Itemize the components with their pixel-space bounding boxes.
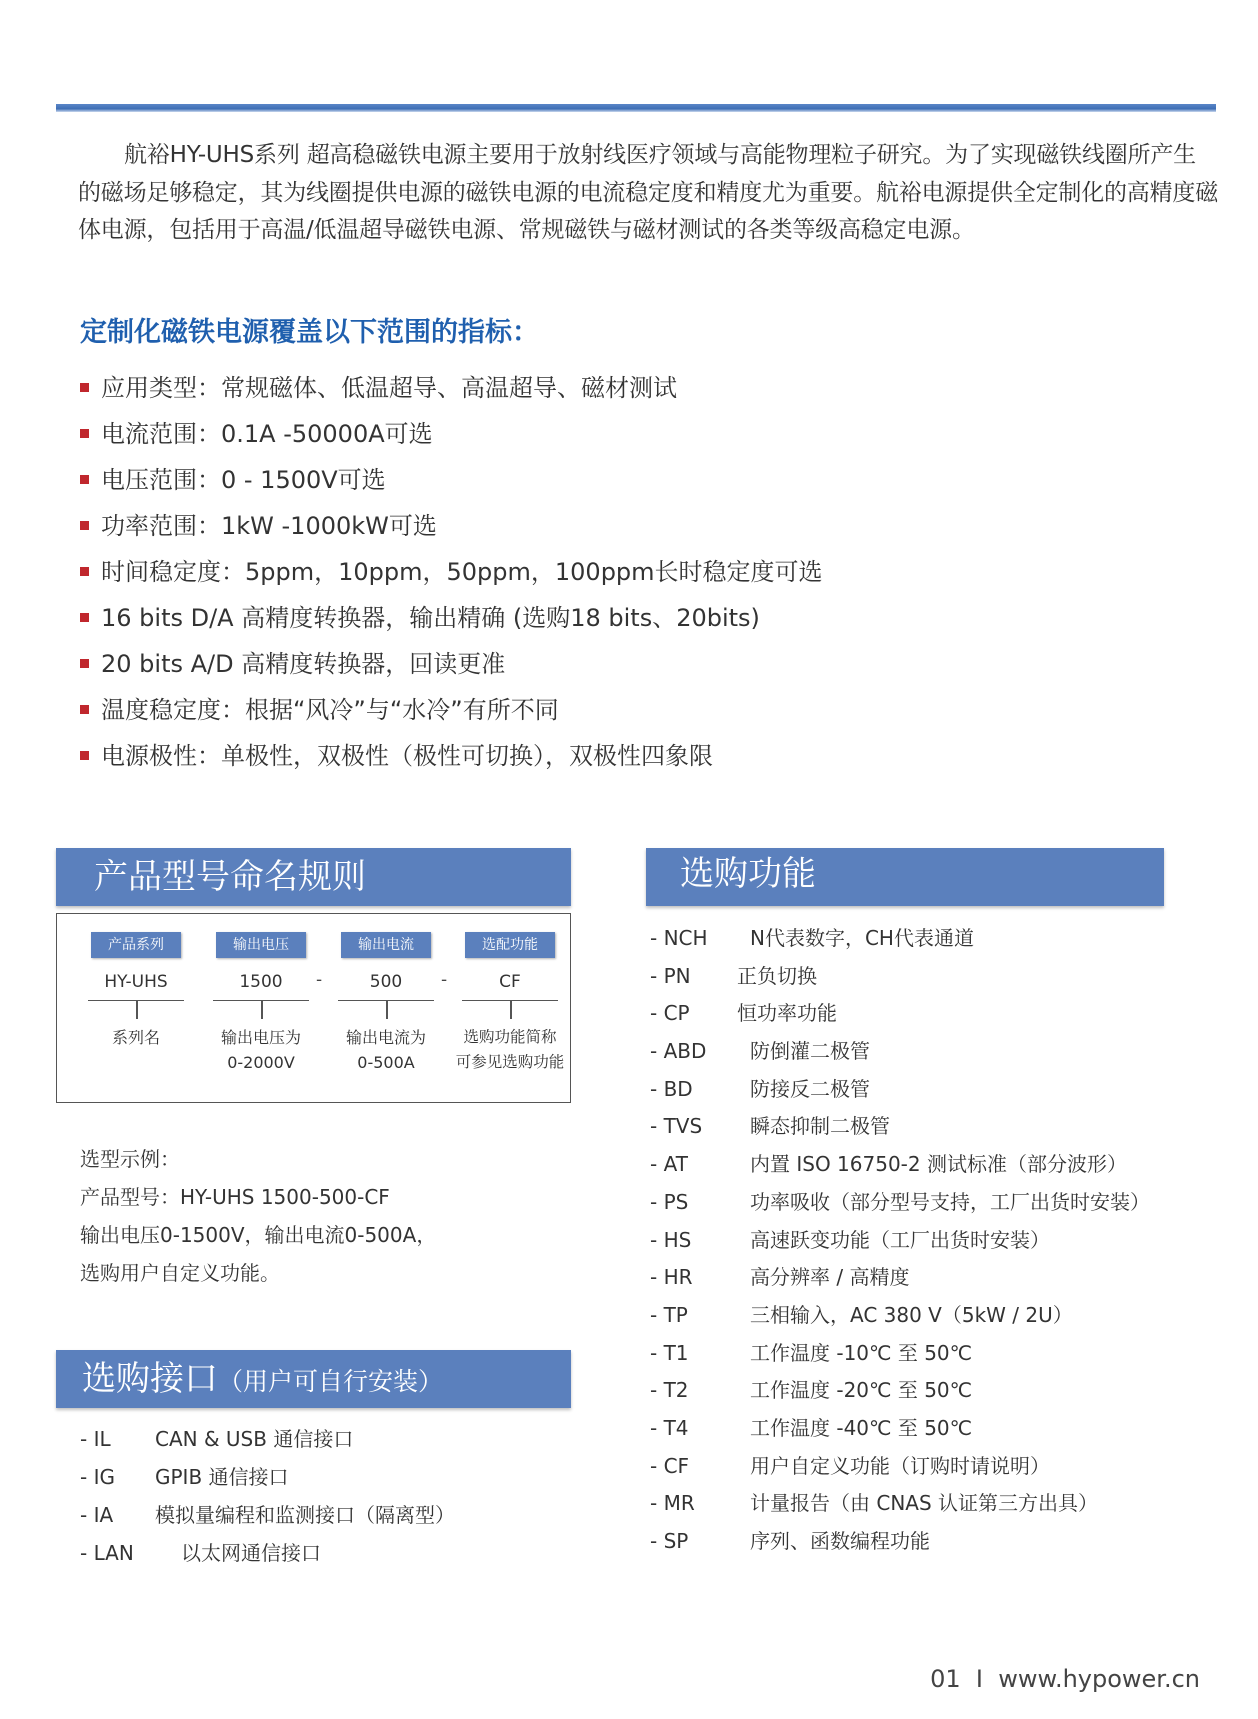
list-item: 电压范围：0 - 1500V可选 bbox=[80, 457, 1180, 503]
list-item: 应用类型：常规磁体、低温超导、高温超导、磁材测试 bbox=[80, 365, 1180, 411]
list-item: 16 bits D/A 高精度转换器，输出精确 (选购18 bits、20bits) bbox=[80, 595, 1180, 641]
list-item: - T4 工作温度 -40℃ 至 50℃ bbox=[650, 1415, 973, 1440]
interfaces-banner bbox=[56, 1350, 571, 1408]
list-item: - SP 序列、函数编程功能 bbox=[650, 1529, 930, 1553]
list-item: - LAN 以太网通信接口 bbox=[80, 1541, 321, 1565]
connector-line bbox=[462, 1000, 558, 1019]
list-item: - HR 高分辨率 / 高精度 bbox=[650, 1265, 910, 1290]
list-item: - ABD 防倒灌二极管 bbox=[650, 1039, 870, 1064]
naming-rule-diagram bbox=[56, 913, 571, 1103]
header-divider-bar bbox=[56, 104, 1216, 112]
naming-column-option: 选配功能 CF 选购功能简称 可参见选购功能 bbox=[449, 932, 571, 1075]
options-list bbox=[650, 920, 1150, 1561]
bullet-icon bbox=[80, 475, 89, 484]
specs-heading: 定制化磁铁电源覆盖以下范围的指标： bbox=[80, 317, 539, 348]
spec-list bbox=[80, 365, 1180, 779]
bullet-icon bbox=[80, 521, 89, 530]
interfaces-list bbox=[80, 1420, 455, 1572]
bullet-icon bbox=[80, 383, 89, 392]
list-item: - PN 正负切换 bbox=[650, 963, 817, 988]
list-item: - HS 高速跃变功能（工厂出货时安装） bbox=[650, 1227, 1050, 1252]
list-item: - CF 用户自定义功能（订购时请说明） bbox=[650, 1453, 1050, 1478]
intro-paragraph: 航裕HY-UHS系列 超高稳磁铁电源主要用于放射线医疗领域与高能物理粒子研究。为了实现磁铁线圈所产生的磁场足够稳定，其为线圈提供电源的磁铁电源的电流稳定度和精度尤为重要。航裕电源提供全定制化的高精度磁体电源，包括用于高温/低温超导磁铁电源、常规磁铁与磁材测试的各类等级高稳定电源。 bbox=[78, 142, 1219, 243]
list-item: - NCH N代表数字，CH代表通道 bbox=[650, 926, 974, 950]
list-item: - IG GPIB 通信接口 bbox=[80, 1465, 289, 1489]
list-item: - AT 内置 ISO 16750-2 测试标准（部分波形） bbox=[650, 1152, 1127, 1177]
model-example: 选型示例： 产品型号：HY-UHS 1500-500-CF 输出电压0-1500V，输出电流0-500A， 选购用户自定义功能。 bbox=[80, 1147, 437, 1285]
separator-dash: - bbox=[316, 970, 323, 990]
list-item: 电源极性：单极性，双极性（极性可切换），双极性四象限 bbox=[80, 733, 1180, 779]
connector-line bbox=[88, 1000, 184, 1019]
list-item: - IA 模拟量编程和监测接口（隔离型） bbox=[80, 1503, 455, 1527]
naming-rule-banner bbox=[56, 848, 571, 906]
options-title: 选购功能 bbox=[680, 854, 816, 894]
list-item: - BD 防接反二极管 bbox=[650, 1076, 870, 1101]
list-item: 电流范围：0.1A -50000A可选 bbox=[80, 411, 1180, 457]
list-item: - CP 恒功率功能 bbox=[650, 1001, 837, 1026]
connector-line bbox=[338, 1000, 434, 1019]
interfaces-title: 选购接口 bbox=[82, 1359, 218, 1399]
bullet-icon bbox=[80, 659, 89, 668]
interfaces-subtitle: （用户可自行安装） bbox=[218, 1367, 444, 1396]
list-item: - IL CAN & USB 通信接口 bbox=[80, 1427, 354, 1451]
list-item: - T2 工作温度 -20℃ 至 50℃ bbox=[650, 1378, 973, 1403]
list-item: - TP 三相输入，AC 380 V（5kW / 2U） bbox=[650, 1302, 1073, 1327]
list-item: - TVS 瞬态抑制二极管 bbox=[650, 1114, 890, 1139]
connector-line bbox=[213, 1000, 309, 1019]
bullet-icon bbox=[80, 705, 89, 714]
naming-column-voltage: 输出电压 1500 输出电压为 0-2000V bbox=[205, 932, 317, 1075]
list-item: 时间稳定度：5ppm，10ppm，50ppm，100ppm长时稳定度可选 bbox=[80, 549, 1180, 595]
naming-rule-title: 产品型号命名规则 bbox=[94, 857, 366, 897]
list-item: - T1 工作温度 -10℃ 至 50℃ bbox=[650, 1340, 973, 1365]
options-banner bbox=[646, 848, 1164, 906]
naming-column-series: 产品系列 HY-UHS 系列名 bbox=[80, 932, 192, 1050]
bullet-icon bbox=[80, 613, 89, 622]
page-footer: 01 I www.hypower.cn bbox=[930, 1665, 1200, 1693]
list-item: - MR 计量报告（由 CNAS 认证第三方出具） bbox=[650, 1491, 1099, 1516]
list-item: 20 bits A/D 高精度转换器，回读更准 bbox=[80, 641, 1180, 687]
bullet-icon bbox=[80, 751, 89, 760]
list-item: 温度稳定度：根据“风冷”与“水冷”有所不同 bbox=[80, 687, 1180, 733]
separator-dash: - bbox=[441, 970, 448, 990]
list-item: 功率范围：1kW -1000kW可选 bbox=[80, 503, 1180, 549]
list-item: - PS 功率吸收（部分型号支持，工厂出货时安装） bbox=[650, 1189, 1150, 1214]
naming-column-current: 输出电流 500 输出电流为 0-500A bbox=[330, 932, 442, 1075]
bullet-icon bbox=[80, 567, 89, 576]
bullet-icon bbox=[80, 429, 89, 438]
